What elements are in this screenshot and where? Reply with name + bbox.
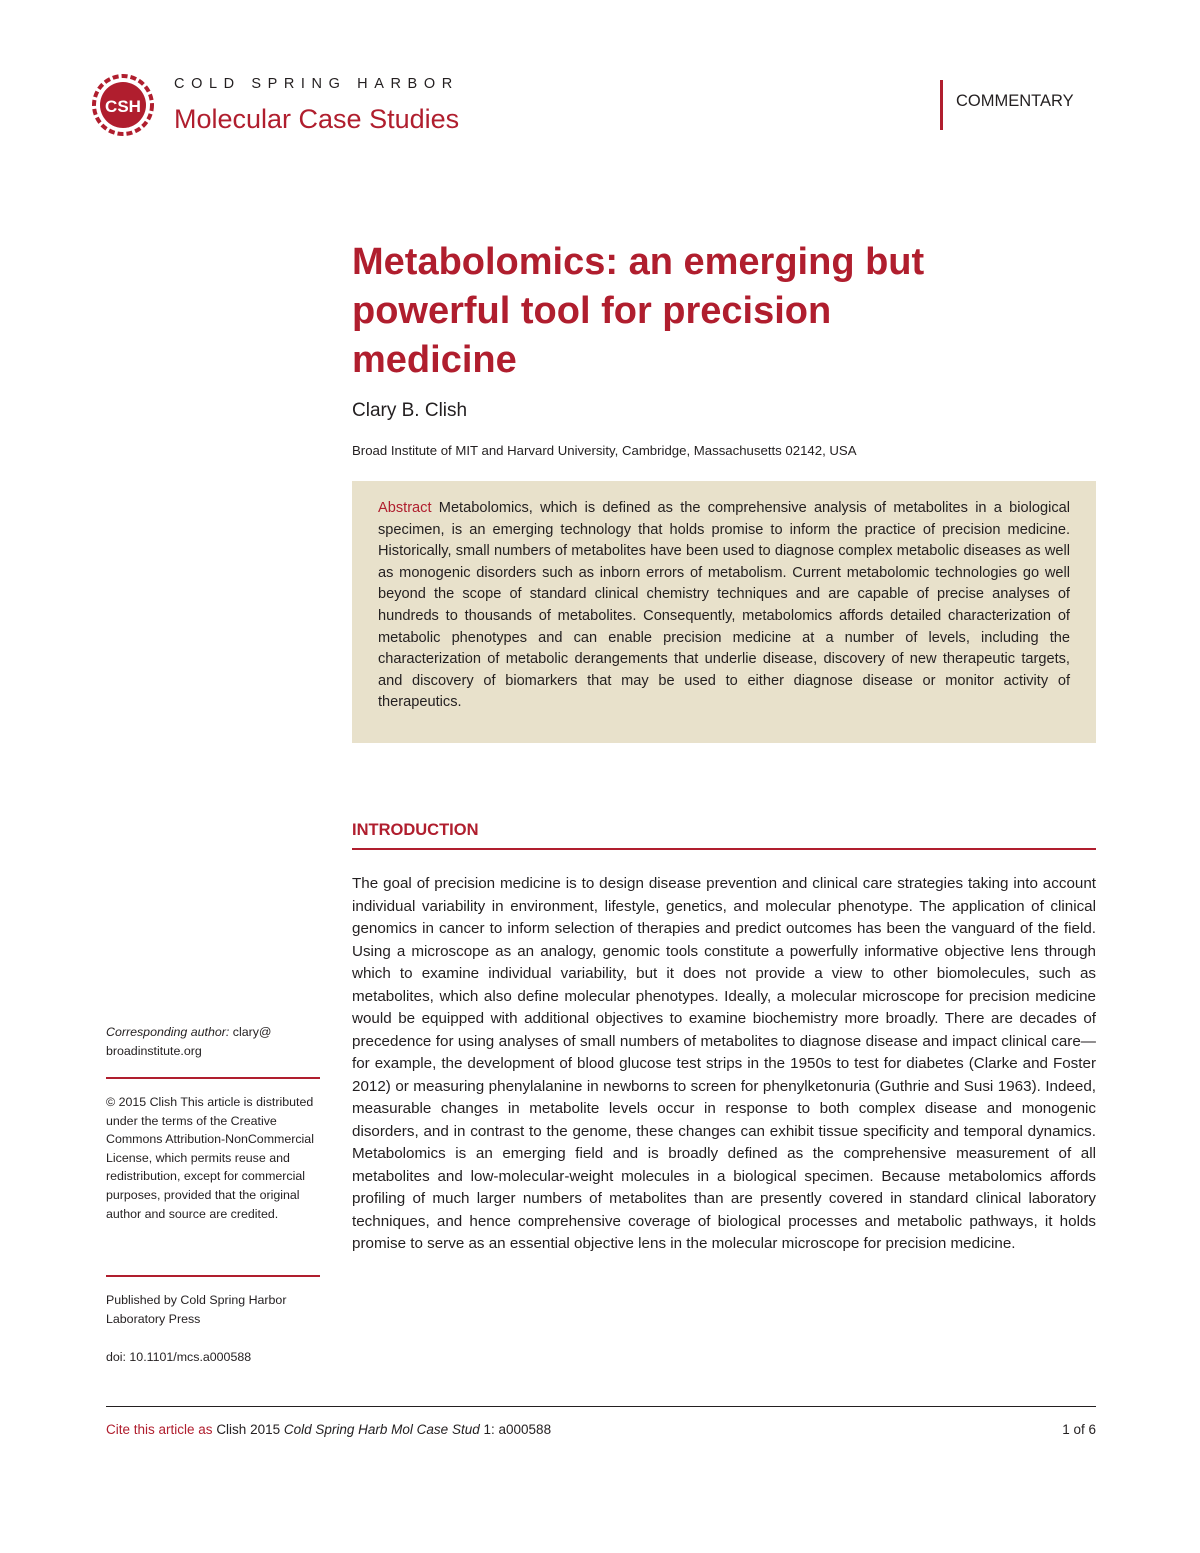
- introduction-heading: INTRODUCTION: [352, 821, 479, 839]
- abstract-paragraph: [378, 498, 1070, 714]
- citation-line: [106, 1422, 551, 1437]
- page-number: 1 of 6: [1062, 1422, 1096, 1437]
- citation-journal: Cold Spring Harb Mol Case Stud: [283, 1422, 480, 1437]
- sidebar-divider: [106, 1077, 320, 1079]
- csh-logo-icon: [88, 70, 158, 140]
- citation-label: Cite this article as: [106, 1422, 213, 1437]
- introduction-paragraph: The goal of precision medicine is to design disease prevention and clinical care strategies taking into account individual variability in environment, lifestyle, genetics, and molecular phenotype. The application of clinical genomics in cancer to inform selection of therapies and predict outcomes has been the vanguard of the field. Using a microscope as an analogy, genomic tools constitute a powerfully informative objective lens through which to examine individual variability, but it does not provide a view to other biomolecules, such as metabolites, which also define molecular phenotypes. Ideally, a molecular microscope for precision medicine would be equipped with additional objectives to examine biochemistry more broadly. There are decades of precedence for using analyses of small numbers of metabolites to diagnose disease and impact clinical care—for example, the development of blood glucose test strips in the 1950s to test for diabetes (Clarke and Foster 2012) or measuring phenylalanine in newborns to screen for phenylketonuria (Guthrie and Susi 1963). Indeed, measurable changes in metabolite levels occur in response to both complex disease and monogenic disorders, and in contrast to the genome, these changes can exhibit tissue specificity and temporal dynamics. Metabolomics is an emerging field and is broadly defined as the comprehensive measurement of all metabolites and low-molecular-weight molecules in a biological specimen. Because metabolomics affords profiling of much larger numbers of metabolites than are presently covered in standard clinical laboratory techniques, and hence comprehensive coverage of biological processes and metabolic pathways, it holds promise to serve as an essential objective lens in the molecular microscope for precision medicine.: [352, 875, 1096, 1252]
- logo-mark-text: CSH: [105, 97, 141, 116]
- section-label: COMMENTARY: [956, 92, 1074, 110]
- sidebar-divider: [106, 1275, 320, 1277]
- doi[interactable]: doi: 10.1101/mcs.a000588: [106, 1350, 252, 1364]
- citation-article-id: a000588: [498, 1422, 552, 1437]
- author-affiliation: Broad Institute of MIT and Harvard University, Cambridge, Massachusetts 02142, USA: [352, 443, 857, 458]
- corresponding-author: [106, 1023, 320, 1060]
- article-title: Metabolomics: an emerging but powerful tool for precision medicine: [352, 241, 925, 381]
- abstract-text: Metabolomics, which is defined as the comprehensive analysis of metabolites in a biological specimen, is an emerging technology that holds promise to inform the practice of precision medicine. Historically, small numbers of metabolites have been used to diagnose complex metabolic diseases as well as monogenic disorders such as inborn errors of metabolism. Current metabolomic technologies go well beyond the scope of standard clinical chemistry techniques and are capable of precise analyses of hundreds to thousands of metabolites. Consequently, metabolomics affords detailed characterization of metabolic phenotypes and can enable precision medicine at a number of levels, including the characterization of metabolic derangements that underlie disease, discovery of new therapeutic targets, and discovery of biomarkers that may be used to either diagnose disease or monitor activity of therapeutics.: [378, 500, 1070, 711]
- footer-divider: [106, 1406, 1096, 1407]
- publisher-line: COLD SPRING HARBOR: [174, 76, 459, 92]
- introduction-rule: [352, 848, 1096, 850]
- abstract-box: [352, 481, 1096, 743]
- license-notice: © 2015 Clish This article is distributed under the terms of the Creative Commons Attribution-NonCommercial License, which permits reuse and redistribution, except for commercial purposes, provided that the original author and source are credited.: [106, 1095, 314, 1221]
- citation-volume: 1:: [483, 1422, 495, 1437]
- journal-name: Molecular Case Studies: [174, 104, 460, 134]
- publisher-notice: Published by Cold Spring Harbor Laboratory Press: [106, 1293, 287, 1326]
- abstract-label: Abstract: [378, 500, 432, 516]
- author-name: Clary B. Clish: [352, 400, 468, 421]
- citation-author-year: Clish 2015: [216, 1422, 281, 1437]
- corresponding-email[interactable]: clary@ broadinstitute.org: [106, 1025, 272, 1058]
- header-divider: [940, 80, 943, 130]
- corresponding-label: Corresponding author:: [106, 1025, 230, 1039]
